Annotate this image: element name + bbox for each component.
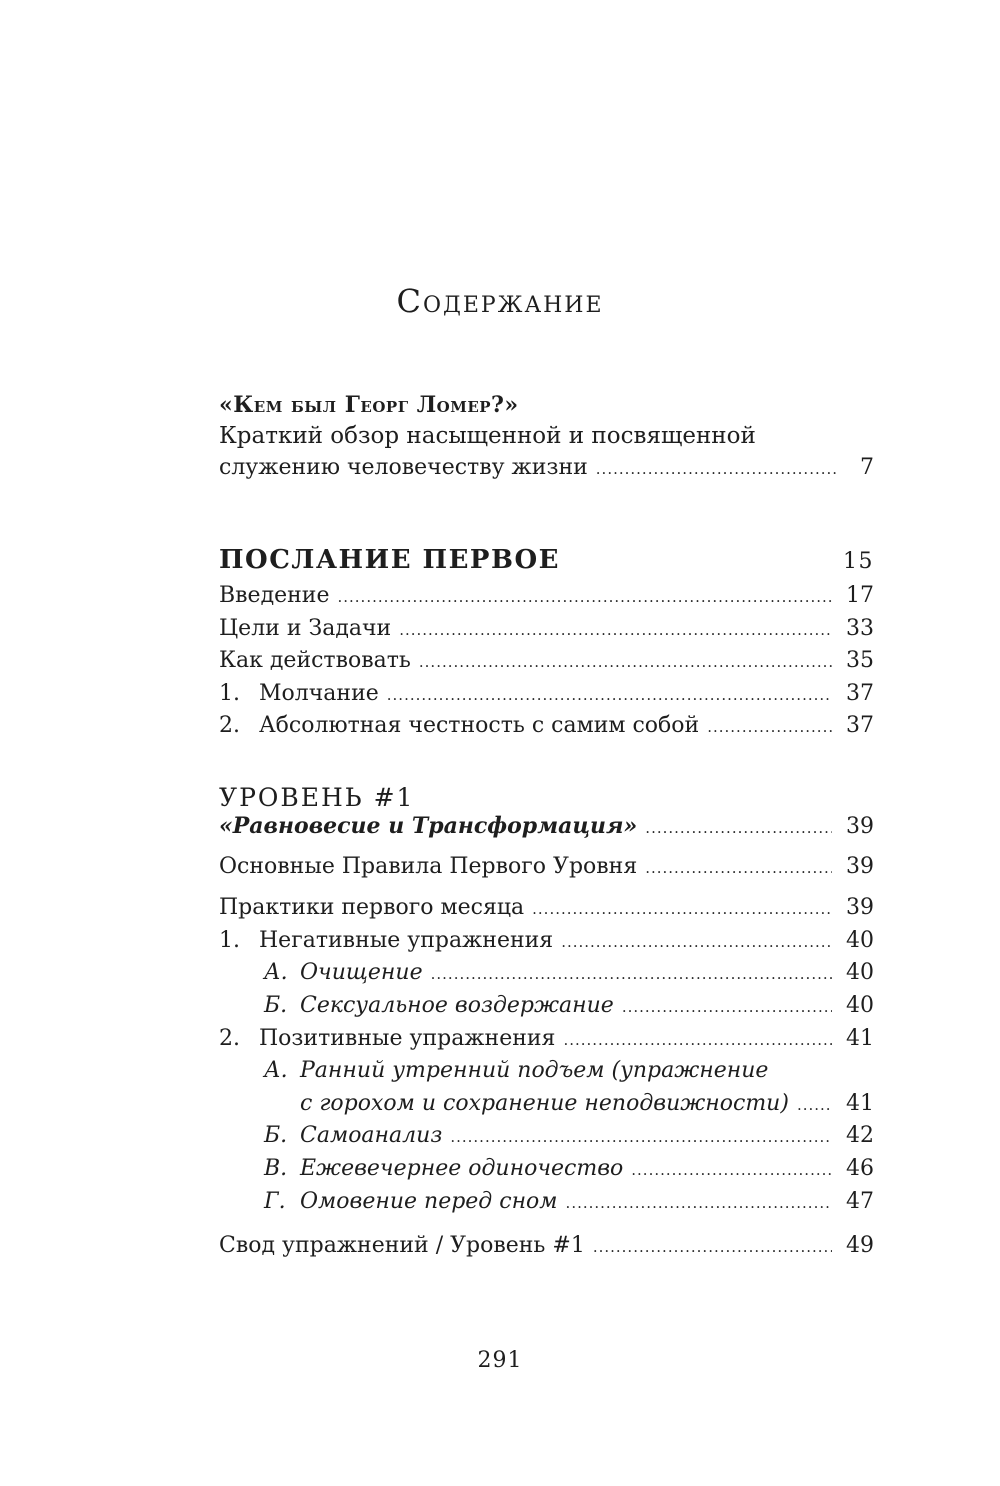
toc-row[interactable] [219,993,874,1026]
toc-label: Цели и Задачи [219,615,392,641]
toc-page-number: 39 [846,895,874,921]
toc-label: Основные Правила Первого Уровня [219,853,638,879]
dot-leader [532,900,832,918]
toc-row[interactable] [219,681,874,714]
toc-label: Ранний утренний подъем (упражнение [300,1058,769,1084]
toc-item-number: 2. [219,713,240,739]
dot-leader [399,621,832,639]
toc-row[interactable] [219,648,874,681]
dot-leader [387,686,832,704]
toc-item-number: 1. [219,927,240,953]
toc-page-number: 42 [846,1123,874,1149]
toc-item-letter: Б. [264,992,288,1018]
toc-label: Самоанализ [300,1123,443,1149]
toc-label: Очищение [300,960,423,986]
section-title: ПОСЛАНИЕ ПЕРВОЕ [219,545,560,575]
toc-page-number: 40 [846,927,874,953]
dot-leader [645,859,832,877]
dot-leader [450,1128,832,1146]
toc-item-number: 1. [219,680,240,706]
toc-label: Ежевечернее одиночество [300,1155,624,1181]
toc-section-heading[interactable] [219,545,874,583]
toc-page-number: 40 [846,992,874,1018]
toc-page-number: 7 [860,455,874,480]
dot-leader [563,1031,832,1049]
toc-page-number: 41 [846,1090,874,1116]
toc-label: Как действовать [219,648,411,674]
toc-page-number: 47 [846,1188,874,1214]
toc-page-number: 49 [846,1233,874,1259]
toc-page-number: 46 [846,1155,874,1181]
dot-leader [419,653,832,671]
toc-entry-who-desc-line1: Краткий обзор насыщенной и посвященной [219,423,756,449]
toc-item-letter: А. [264,1058,288,1084]
toc-item-letter: В. [264,1155,288,1181]
toc-row[interactable] [219,813,874,846]
toc-page-number: 33 [846,615,874,641]
toc-label: Сексуальное воздержание [300,992,614,1018]
toc-page-number: 15 [843,549,874,574]
toc-entry-who[interactable] [219,390,874,485]
toc-section-message [219,545,874,746]
toc-item-letter: Б. [264,1123,288,1149]
toc-page-number: 37 [846,713,874,739]
toc-label: «Равновесие и Трансформация» [219,813,638,839]
dot-leader [566,1194,832,1212]
dot-leader [622,998,832,1016]
toc-item-number: 2. [219,1025,240,1051]
dot-leader [561,933,832,951]
dot-leader [337,588,832,606]
toc-row[interactable] [219,895,874,928]
toc-row[interactable] [219,1189,874,1222]
toc-label: служению человечеству жизни [219,455,588,480]
toc-page-number: 35 [846,648,874,674]
toc-page-number: 39 [846,853,874,879]
dot-leader [797,1096,832,1114]
toc-label: Абсолютная честность с самим собой [259,713,700,739]
page-number: 291 [477,1348,523,1373]
dot-leader [431,965,832,983]
toc-row-continuation[interactable] [219,1091,874,1124]
toc-label: Молчание [259,680,379,706]
toc-page-number: 40 [846,960,874,986]
dot-leader [593,1238,832,1256]
toc-row[interactable] [219,1156,874,1189]
toc-label: Введение [219,583,330,608]
toc-item-letter: Г. [264,1188,286,1214]
toc-label: Омовение перед сном [300,1188,558,1214]
toc-page-number: 39 [846,814,874,839]
toc-item-letter: А. [264,960,288,986]
toc-label: Негативные упражнения [259,927,554,953]
toc-row[interactable] [219,1233,874,1266]
toc-row[interactable] [219,960,874,993]
toc-page-number: 17 [846,583,874,608]
toc-label: Свод упражнений / Уровень #1 [219,1233,585,1259]
toc-section-level1 [219,783,874,1266]
toc-label: Позитивные упражнения [259,1025,556,1051]
toc-row[interactable] [219,583,874,616]
dot-leader [631,1161,832,1179]
toc-row[interactable] [219,1123,874,1156]
toc-row[interactable] [219,1058,874,1091]
toc-page-number: 37 [846,680,874,706]
dot-leader [645,819,832,837]
dot-leader [596,453,836,485]
toc-label: с горохом и сохранение неподвижности) [300,1090,789,1116]
toc-row[interactable] [219,854,874,887]
toc-label: Практики первого месяца [219,895,525,921]
dot-leader [707,718,832,736]
toc-row[interactable] [219,928,874,961]
toc-row[interactable] [219,616,874,649]
toc-row[interactable] [219,713,874,746]
toc-entry-who-desc-line2 [219,452,874,485]
toc-row[interactable] [219,1026,874,1059]
page-title: Содержание [396,282,604,320]
section-title: УРОВЕНЬ #1 [219,783,415,812]
toc-page-number: 41 [846,1025,874,1051]
toc-entry-who-title: «Кем был Георг Ломер?» [219,392,519,418]
